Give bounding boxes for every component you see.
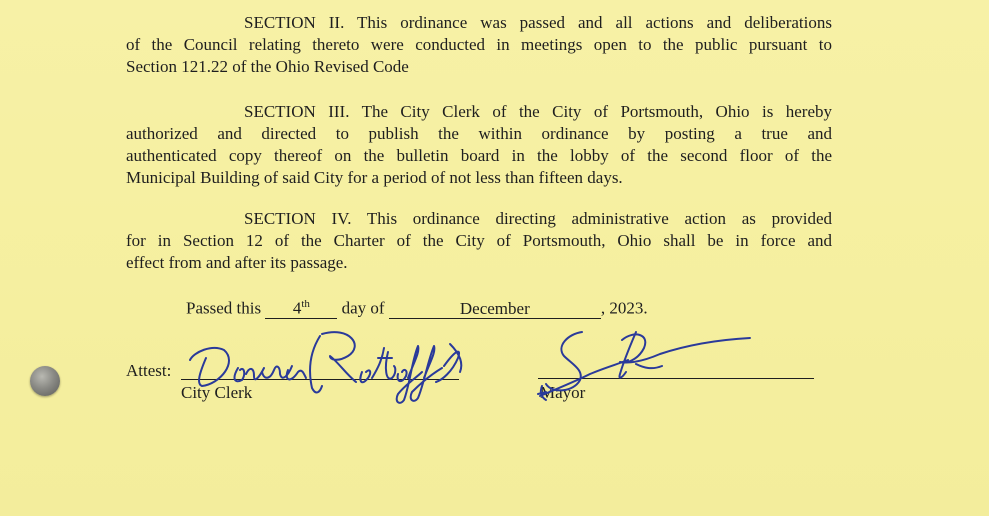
- passed-day-number: 4: [292, 298, 302, 318]
- passed-year: , 2023.: [600, 298, 648, 318]
- passed-day-blank: [265, 295, 337, 319]
- passed-date-line: [186, 295, 648, 319]
- section-iii-line-4: Municipal Building of said City for a period of not less than fifteen days.: [126, 168, 623, 187]
- section-iii-line-3: authenticated copy thereof on the bulletin board in the lobby of the second floor of the: [126, 146, 832, 165]
- passed-middle: day of: [341, 298, 385, 318]
- attest-label: Attest:: [126, 361, 172, 380]
- punch-hole-mark: [30, 366, 60, 396]
- passed-day-suffix: th: [301, 298, 310, 310]
- clerk-title: City Clerk: [181, 383, 253, 402]
- section-iii-paragraph: [126, 101, 832, 189]
- section-ii-paragraph: [126, 12, 832, 78]
- clerk-signature: [180, 322, 470, 404]
- passed-prefix: Passed this: [186, 298, 262, 318]
- section-iv-line-2: for in Section 12 of the Charter of the City of Portsmouth, Ohio shall be in force and: [126, 231, 832, 250]
- section-ii-line-1: SECTION II. This ordinance was passed and all actions and deliberations: [244, 13, 832, 32]
- section-iv-line-1: SECTION IV. This ordinance directing administrative action as provided: [244, 209, 832, 228]
- section-iv-line-3: effect from and after its passage.: [126, 253, 348, 272]
- section-iii-line-2: authorized and directed to publish the within ordinance by posting a true and: [126, 124, 832, 143]
- section-ii-line-3: Section 121.22 of the Ohio Revised Code: [126, 57, 409, 76]
- passed-month-blank: [389, 300, 601, 319]
- section-ii-line-2: of the Council relating thereto were conducted in meetings open to the public pursuant to: [126, 35, 832, 54]
- mayor-signature: [534, 320, 774, 404]
- section-iii-line-1: SECTION III. The City Clerk of the City of Portsmouth, Ohio is hereby: [244, 102, 832, 121]
- passed-month: December: [459, 298, 530, 318]
- mayor-title: Mayor: [540, 383, 586, 402]
- section-iv-paragraph: [126, 208, 832, 274]
